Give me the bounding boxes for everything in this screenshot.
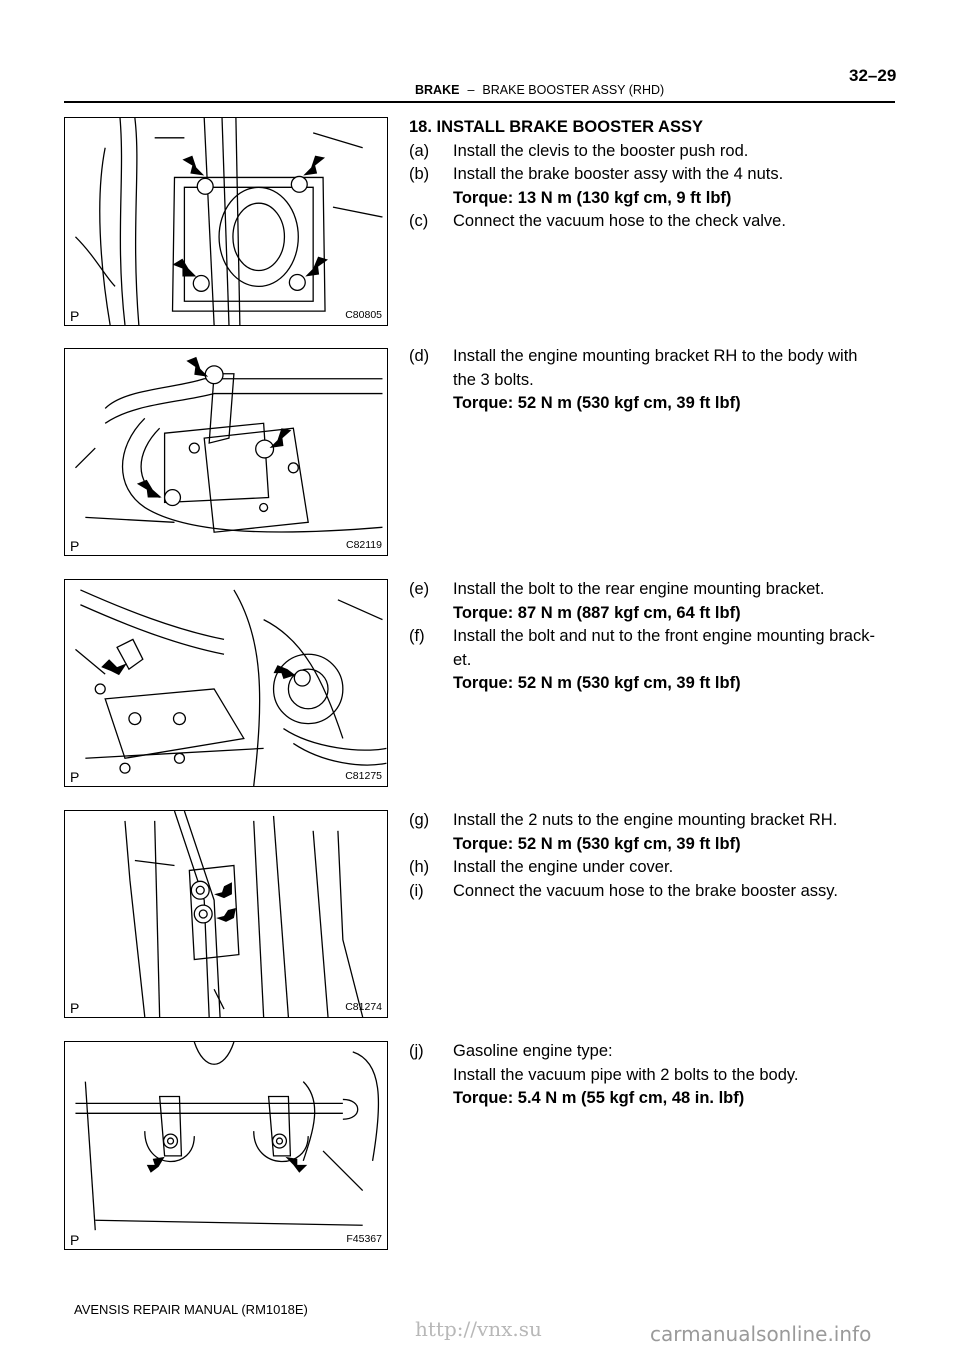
- step-text: Gasoline engine type:: [453, 1042, 613, 1060]
- torque-spec: Torque: 52 N m (530 kgf cm, 39 ft lbf): [453, 394, 741, 412]
- header-section-title: BRAKE: [415, 83, 460, 97]
- figure-vacuum-pipe: [64, 1041, 388, 1250]
- step-d-block: [409, 345, 899, 416]
- step-text: Install the 2 nuts to the engine mounting bracket RH.: [453, 811, 838, 829]
- step-heading: 18. INSTALL BRAKE BOOSTER ASSY: [409, 118, 703, 136]
- torque-spec: Torque: 5.4 N m (55 kgf cm, 48 in. lbf): [453, 1089, 745, 1107]
- figure-label-p: P: [70, 1000, 80, 1016]
- step-text: Connect the vacuum hose to the check valve.: [453, 212, 786, 230]
- step-ef-block: [409, 578, 899, 696]
- step-f: [409, 625, 899, 649]
- step-text-continued: the 3 bolts.: [453, 370, 534, 389]
- figure-code: F45367: [346, 1233, 382, 1245]
- step-marker: (i): [409, 881, 424, 900]
- page-number: 32–29: [849, 66, 897, 85]
- step-text-continued: Install the vacuum pipe with 2 bolts to the body.: [453, 1065, 799, 1084]
- header-rule: [64, 101, 895, 103]
- step-text: Install the brake booster assy with the 4 nuts.: [453, 165, 784, 183]
- step-text: Install the engine mounting bracket RH to the body with: [453, 347, 858, 365]
- mounting-bracket-illustration: [65, 580, 387, 786]
- arrow-icon: [214, 882, 236, 922]
- watermark-site: carmanualsonline.info: [650, 1322, 872, 1346]
- figure-code: C81274: [345, 1001, 382, 1013]
- step-b: [409, 163, 899, 187]
- figure-label-p: P: [70, 1232, 80, 1248]
- engine-bracket-illustration: [65, 349, 387, 555]
- step-marker: (e): [409, 580, 430, 598]
- step-j-block: [409, 1040, 899, 1111]
- footer-manual-title: AVENSIS REPAIR MANUAL (RM1018E): [74, 1302, 308, 1317]
- step-marker: (b): [409, 165, 430, 183]
- figure-label-p: P: [70, 538, 80, 554]
- step-c: [409, 210, 899, 234]
- figure-engine-mounting-bracket: [64, 348, 388, 556]
- step-ghi-block: [409, 809, 899, 903]
- step-marker: (a): [409, 141, 430, 160]
- step-marker: (h): [409, 858, 430, 876]
- figure-front-rear-mounting: [64, 579, 388, 787]
- step-h: [409, 856, 899, 880]
- step-text-continued: et.: [453, 650, 472, 669]
- step-g: [409, 809, 899, 833]
- figure-code: C82119: [345, 539, 382, 551]
- step-marker: (d): [409, 347, 430, 365]
- figure-bracket-rh-nuts: [64, 810, 388, 1018]
- bracket-nuts-illustration: [65, 811, 387, 1017]
- header-separator: –: [467, 83, 475, 97]
- step-j: [409, 1040, 899, 1064]
- running-header: [415, 83, 664, 97]
- figure-brake-booster: [64, 117, 388, 326]
- step-marker: (c): [409, 212, 429, 230]
- step-marker: (j): [409, 1042, 424, 1060]
- header-subsection-title: BRAKE BOOSTER ASSY (RHD): [482, 83, 665, 97]
- step-text: Install the clevis to the booster push rod.: [453, 141, 749, 160]
- step-a: [409, 140, 899, 164]
- figure-label-p: P: [70, 308, 80, 324]
- figure-label-p: P: [70, 769, 80, 785]
- step-text: Install the engine under cover.: [453, 858, 674, 876]
- figure-code: C81275: [345, 770, 382, 782]
- arrow-icon: [147, 1157, 307, 1173]
- step-text: Install the bolt and nut to the front engine mounting brack-: [453, 627, 875, 645]
- step-marker: (g): [409, 811, 430, 829]
- arrow-icon: [173, 156, 328, 277]
- step-text: Install the bolt to the rear engine mounting bracket.: [453, 580, 825, 598]
- torque-spec: Torque: 13 N m (130 kgf cm, 9 ft lbf): [453, 188, 732, 207]
- torque-spec: Torque: 52 N m (530 kgf cm, 39 ft lbf): [453, 834, 741, 853]
- step-e: [409, 578, 899, 602]
- vacuum-pipe-illustration: [65, 1042, 387, 1249]
- torque-spec: Torque: 52 N m (530 kgf cm, 39 ft lbf): [453, 674, 741, 692]
- brake-booster-illustration: [65, 118, 387, 325]
- step-18-block: [409, 116, 899, 234]
- torque-spec: Torque: 87 N m (887 kgf cm, 64 ft lbf): [453, 603, 741, 622]
- watermark-url[interactable]: http://vnx.su: [415, 1317, 542, 1341]
- step-d: [409, 345, 899, 369]
- figure-code: C80805: [345, 309, 382, 321]
- step-marker: (f): [409, 627, 425, 645]
- step-i: [409, 880, 899, 904]
- step-text: Connect the vacuum hose to the brake booster assy.: [453, 881, 838, 900]
